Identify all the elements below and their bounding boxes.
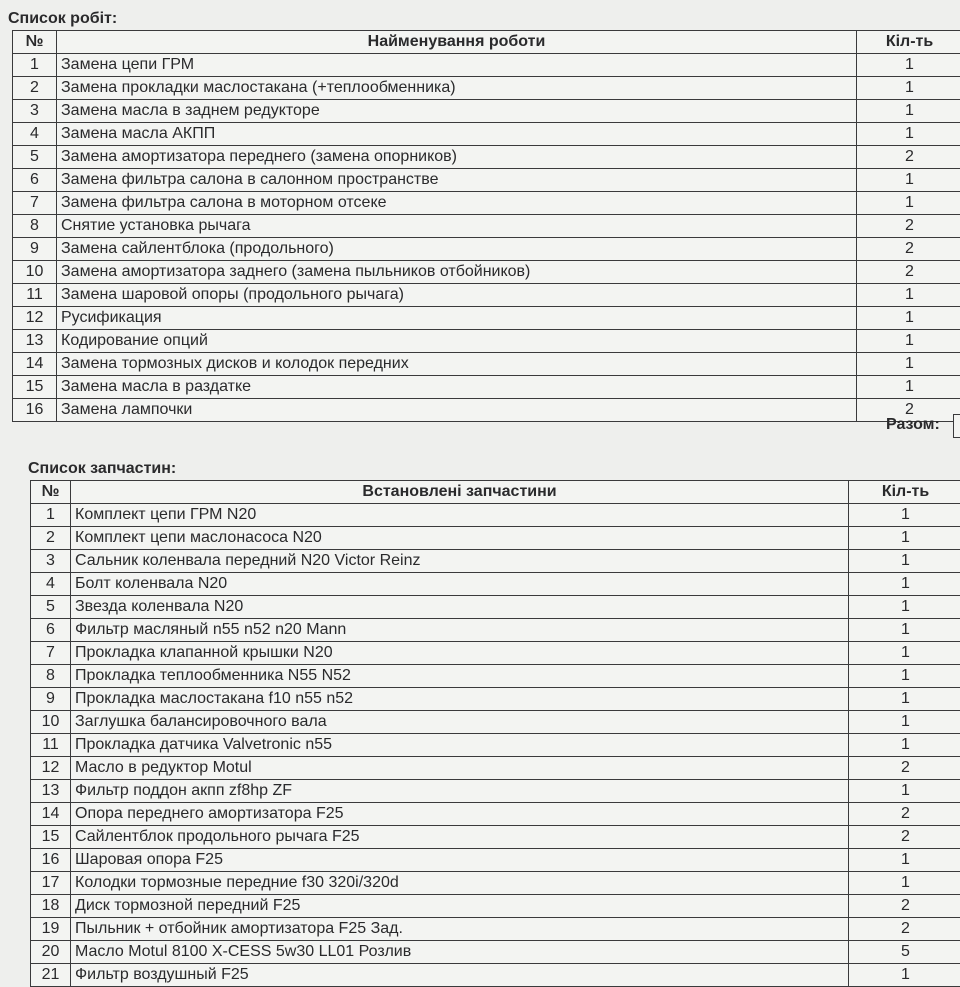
row-number: 6 bbox=[13, 169, 57, 192]
row-name: Колодки тормозные передние f30 320i/320d bbox=[71, 872, 849, 895]
row-quantity: 1 bbox=[849, 596, 960, 619]
table-row bbox=[13, 238, 960, 261]
works-total-box bbox=[953, 414, 960, 438]
table-row bbox=[31, 504, 960, 527]
row-number: 5 bbox=[13, 146, 57, 169]
table-row bbox=[31, 780, 960, 803]
row-name: Болт коленвала N20 bbox=[71, 573, 849, 596]
row-name: Замена сайлентблока (продольного) bbox=[57, 238, 857, 261]
row-quantity: 1 bbox=[849, 964, 960, 987]
row-number: 15 bbox=[31, 826, 71, 849]
row-name: Снятие установка рычага bbox=[57, 215, 857, 238]
row-name: Шаровая опора F25 bbox=[71, 849, 849, 872]
row-number: 1 bbox=[13, 54, 57, 77]
table-row bbox=[31, 619, 960, 642]
parts-section-title: Список запчастин: bbox=[28, 460, 176, 478]
row-quantity: 1 bbox=[849, 665, 960, 688]
row-quantity: 1 bbox=[857, 169, 960, 192]
row-name: Замена масла АКПП bbox=[57, 123, 857, 146]
works-section-title: Список робіт: bbox=[8, 10, 117, 28]
row-quantity: 2 bbox=[857, 146, 960, 169]
row-name: Масло в редуктор Motul bbox=[71, 757, 849, 780]
row-quantity: 2 bbox=[849, 918, 960, 941]
table-row bbox=[31, 688, 960, 711]
row-number: 16 bbox=[13, 399, 57, 422]
row-name: Замена шаровой опоры (продольного рычага) bbox=[57, 284, 857, 307]
row-name: Заглушка балансировочного вала bbox=[71, 711, 849, 734]
table-row bbox=[31, 665, 960, 688]
table-row bbox=[31, 757, 960, 780]
row-number: 3 bbox=[13, 100, 57, 123]
row-number: 4 bbox=[31, 573, 71, 596]
table-row bbox=[31, 527, 960, 550]
row-quantity: 1 bbox=[849, 711, 960, 734]
table-row bbox=[13, 353, 960, 376]
row-number: 9 bbox=[13, 238, 57, 261]
row-quantity: 2 bbox=[849, 826, 960, 849]
row-quantity: 1 bbox=[849, 527, 960, 550]
row-number: 8 bbox=[31, 665, 71, 688]
row-name: Замена амортизатора переднего (замена опорников) bbox=[57, 146, 857, 169]
row-number: 11 bbox=[13, 284, 57, 307]
table-row bbox=[31, 941, 960, 964]
table-row bbox=[31, 849, 960, 872]
row-quantity: 1 bbox=[849, 734, 960, 757]
row-quantity: 1 bbox=[857, 77, 960, 100]
row-number: 13 bbox=[31, 780, 71, 803]
row-quantity: 2 bbox=[849, 803, 960, 826]
row-quantity: 1 bbox=[857, 100, 960, 123]
row-name: Русификация bbox=[57, 307, 857, 330]
row-quantity: 1 bbox=[857, 330, 960, 353]
row-number: 6 bbox=[31, 619, 71, 642]
table-row bbox=[31, 803, 960, 826]
row-name: Замена фильтра салона в моторном отсеке bbox=[57, 192, 857, 215]
table-row bbox=[31, 872, 960, 895]
row-name: Кодирование опций bbox=[57, 330, 857, 353]
row-number: 9 bbox=[31, 688, 71, 711]
row-name: Прокладка теплообменника N55 N52 bbox=[71, 665, 849, 688]
parts-header-num: № bbox=[31, 481, 71, 504]
works-header-num: № bbox=[13, 31, 57, 54]
row-quantity: 2 bbox=[857, 261, 960, 284]
row-number: 11 bbox=[31, 734, 71, 757]
parts-header-qty: Кіл-ть bbox=[849, 481, 960, 504]
row-name: Диск тормозной передний F25 bbox=[71, 895, 849, 918]
table-row bbox=[31, 895, 960, 918]
works-header-row bbox=[13, 31, 960, 54]
row-quantity: 1 bbox=[857, 284, 960, 307]
row-quantity: 1 bbox=[849, 642, 960, 665]
table-row bbox=[31, 642, 960, 665]
row-name: Пыльник + отбойник амортизатора F25 Зад. bbox=[71, 918, 849, 941]
table-row bbox=[13, 77, 960, 100]
table-row bbox=[13, 192, 960, 215]
table-row bbox=[13, 169, 960, 192]
row-quantity: 1 bbox=[849, 872, 960, 895]
table-row bbox=[13, 376, 960, 399]
table-row bbox=[31, 964, 960, 987]
row-number: 21 bbox=[31, 964, 71, 987]
row-number: 5 bbox=[31, 596, 71, 619]
works-total-label: Разом: bbox=[886, 416, 940, 434]
row-name: Замена фильтра салона в салонном пространстве bbox=[57, 169, 857, 192]
row-quantity: 1 bbox=[857, 123, 960, 146]
row-name: Масло Motul 8100 X-CESS 5w30 LL01 Розлив bbox=[71, 941, 849, 964]
table-row bbox=[13, 215, 960, 238]
table-row bbox=[13, 123, 960, 146]
row-number: 3 bbox=[31, 550, 71, 573]
table-row bbox=[31, 734, 960, 757]
table-row bbox=[31, 573, 960, 596]
row-number: 16 bbox=[31, 849, 71, 872]
row-number: 2 bbox=[13, 77, 57, 100]
row-quantity: 1 bbox=[857, 376, 960, 399]
row-quantity: 1 bbox=[857, 353, 960, 376]
works-table-body bbox=[13, 54, 960, 422]
row-name: Фильтр поддон акпп zf8hp ZF bbox=[71, 780, 849, 803]
parts-header-name: Встановлені запчастини bbox=[71, 481, 849, 504]
table-row bbox=[13, 100, 960, 123]
table-row bbox=[13, 146, 960, 169]
parts-table-body bbox=[31, 504, 960, 987]
row-name: Фильтр воздушный F25 bbox=[71, 964, 849, 987]
row-number: 10 bbox=[13, 261, 57, 284]
row-name: Замена цепи ГРМ bbox=[57, 54, 857, 77]
row-name: Замена прокладки маслостакана (+теплообменника) bbox=[57, 77, 857, 100]
row-number: 20 bbox=[31, 941, 71, 964]
row-quantity: 1 bbox=[849, 550, 960, 573]
row-quantity: 1 bbox=[857, 192, 960, 215]
row-number: 12 bbox=[13, 307, 57, 330]
row-name: Комплект цепи ГРМ N20 bbox=[71, 504, 849, 527]
row-number: 4 bbox=[13, 123, 57, 146]
row-quantity: 1 bbox=[849, 504, 960, 527]
row-quantity: 2 bbox=[857, 399, 960, 422]
table-row bbox=[31, 596, 960, 619]
table-row bbox=[13, 261, 960, 284]
row-number: 14 bbox=[31, 803, 71, 826]
row-number: 15 bbox=[13, 376, 57, 399]
row-number: 14 bbox=[13, 353, 57, 376]
row-number: 7 bbox=[31, 642, 71, 665]
row-name: Замена амортизатора заднего (замена пыльников отбойников) bbox=[57, 261, 857, 284]
row-name: Прокладка маслостакана f10 n55 n52 bbox=[71, 688, 849, 711]
table-row bbox=[13, 330, 960, 353]
row-number: 2 bbox=[31, 527, 71, 550]
row-quantity: 1 bbox=[857, 54, 960, 77]
row-quantity: 1 bbox=[849, 849, 960, 872]
row-name: Замена лампочки bbox=[57, 399, 857, 422]
row-quantity: 1 bbox=[849, 573, 960, 596]
row-quantity: 1 bbox=[857, 307, 960, 330]
row-name: Прокладка датчика Valvetronic n55 bbox=[71, 734, 849, 757]
row-name: Прокладка клапанной крышки N20 bbox=[71, 642, 849, 665]
row-quantity: 1 bbox=[849, 780, 960, 803]
row-name: Сальник коленвала передний N20 Victor Reinz bbox=[71, 550, 849, 573]
row-quantity: 2 bbox=[857, 215, 960, 238]
row-number: 7 bbox=[13, 192, 57, 215]
row-name: Замена масла в заднем редукторе bbox=[57, 100, 857, 123]
row-number: 13 bbox=[13, 330, 57, 353]
row-quantity: 1 bbox=[849, 688, 960, 711]
row-quantity: 2 bbox=[849, 757, 960, 780]
parts-table bbox=[30, 480, 960, 987]
row-quantity: 5 bbox=[849, 941, 960, 964]
table-row bbox=[31, 550, 960, 573]
row-name: Комплект цепи маслонасоса N20 bbox=[71, 527, 849, 550]
table-row bbox=[31, 711, 960, 734]
table-row bbox=[13, 307, 960, 330]
row-name: Фильтр масляный n55 n52 n20 Mann bbox=[71, 619, 849, 642]
table-row bbox=[31, 918, 960, 941]
parts-header-row bbox=[31, 481, 960, 504]
row-number: 10 bbox=[31, 711, 71, 734]
row-name: Замена тормозных дисков и колодок передних bbox=[57, 353, 857, 376]
row-number: 12 bbox=[31, 757, 71, 780]
row-number: 18 bbox=[31, 895, 71, 918]
works-table bbox=[12, 30, 960, 422]
works-header-name: Найменування роботи bbox=[57, 31, 857, 54]
row-name: Звезда коленвала N20 bbox=[71, 596, 849, 619]
works-header-qty: Кіл-ть bbox=[857, 31, 960, 54]
row-number: 8 bbox=[13, 215, 57, 238]
table-row bbox=[13, 54, 960, 77]
table-row bbox=[13, 284, 960, 307]
row-number: 1 bbox=[31, 504, 71, 527]
row-name: Замена масла в раздатке bbox=[57, 376, 857, 399]
row-name: Сайлентблок продольного рычага F25 bbox=[71, 826, 849, 849]
table-row bbox=[13, 399, 960, 422]
row-name: Опора переднего амортизатора F25 bbox=[71, 803, 849, 826]
row-quantity: 2 bbox=[857, 238, 960, 261]
row-number: 17 bbox=[31, 872, 71, 895]
row-quantity: 2 bbox=[849, 895, 960, 918]
table-row bbox=[31, 826, 960, 849]
row-quantity: 1 bbox=[849, 619, 960, 642]
row-number: 19 bbox=[31, 918, 71, 941]
